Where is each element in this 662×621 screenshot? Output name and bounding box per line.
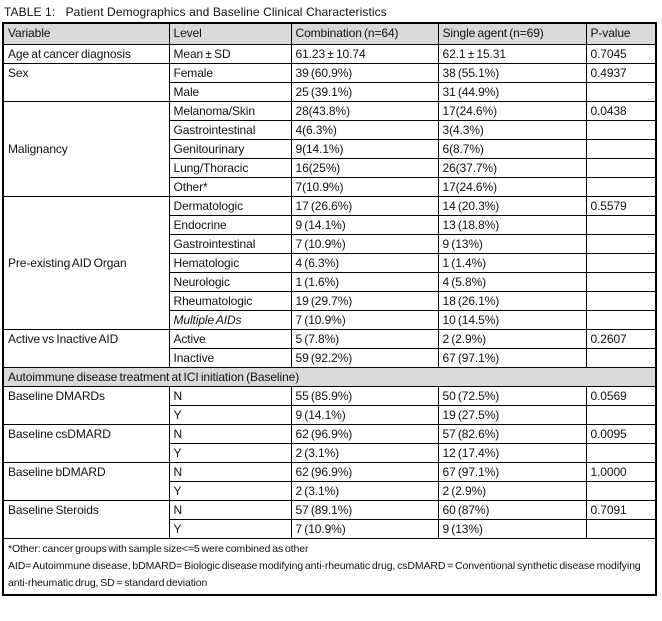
header-cell-single-agent: Single agent (n=69): [438, 23, 586, 44]
pvalue-cell: [586, 215, 656, 234]
variable-cell: Baseline csDMARD: [3, 424, 169, 462]
pvalue-cell: [586, 158, 656, 177]
value-cell: 19 (27.5%): [438, 405, 586, 424]
pvalue-cell: 0.5579: [586, 196, 656, 215]
header-cell-level: Level: [169, 23, 291, 44]
value-cell: 31 (44.9%): [438, 82, 586, 101]
pvalue-cell: 0.4937: [586, 63, 656, 82]
value-cell: 59 (92.2%): [291, 348, 438, 367]
value-cell: 60 (87%): [438, 500, 586, 519]
variable-cell: Pre-existing AID Organ: [3, 196, 169, 329]
value-cell: 9 (13%): [438, 519, 586, 538]
variable-cell: Active vs Inactive AID: [3, 329, 169, 367]
value-cell: 9 (14.1%): [291, 215, 438, 234]
value-cell: 26(37.7%): [438, 158, 586, 177]
value-cell: 62 (96.9%): [291, 462, 438, 481]
value-cell: 1 (1.6%): [291, 272, 438, 291]
header-cell-combination: Combination (n=64): [291, 23, 438, 44]
value-cell: 7 (10.9%): [291, 234, 438, 253]
value-cell: 14 (20.3%): [438, 196, 586, 215]
level-cell: Female: [169, 63, 291, 82]
value-cell: 18 (26.1%): [438, 291, 586, 310]
value-cell: 1 (1.4%): [438, 253, 586, 272]
value-cell: 4 (5.8%): [438, 272, 586, 291]
level-cell: Y: [169, 443, 291, 462]
value-cell: 5 (7.8%): [291, 329, 438, 348]
footnotes-row: [3, 538, 656, 595]
footnote-line1: *Other: cancer groups with sample size<=5 were combined as other: [8, 542, 309, 555]
value-cell: 4(6.3%): [291, 120, 438, 139]
level-cell: Hematologic: [169, 253, 291, 272]
pvalue-cell: 0.0438: [586, 101, 656, 120]
pvalue-cell: 0.7091: [586, 500, 656, 519]
value-cell: 12 (17.4%): [438, 443, 586, 462]
table-title: TABLE 1: Patient Demographics and Baseline Clinical Characteristics: [4, 5, 387, 19]
value-cell: 62 (96.9%): [291, 424, 438, 443]
value-cell: 9 (13%): [438, 234, 586, 253]
level-cell: Active: [169, 329, 291, 348]
table-row: [3, 500, 656, 519]
pvalue-cell: 0.0095: [586, 424, 656, 443]
level-cell: Neurologic: [169, 272, 291, 291]
value-cell: 17 (26.6%): [291, 196, 438, 215]
value-cell: 2 (3.1%): [291, 443, 438, 462]
level-cell: Y: [169, 481, 291, 500]
pvalue-cell: [586, 405, 656, 424]
level-cell: Other*: [169, 177, 291, 196]
header-cell-variable: Variable: [3, 23, 169, 44]
value-cell: 2 (2.9%): [438, 329, 586, 348]
value-cell: 3(4.3%): [438, 120, 586, 139]
value-cell: 61.23 ± 10.74: [291, 44, 438, 63]
pvalue-cell: [586, 348, 656, 367]
pvalue-cell: [586, 272, 656, 291]
value-cell: 7(10.9%): [291, 177, 438, 196]
footnote-line2: AID= Autoimmune disease, bDMARD= Biologic disease modifying anti-rheumatic drug, csDMARD = Conventional synthetic disease modifying anti-rheumatic drug, SD = standard deviation: [8, 559, 641, 589]
table-body: [3, 44, 656, 595]
value-cell: 2 (3.1%): [291, 481, 438, 500]
pvalue-cell: 0.7045: [586, 44, 656, 63]
level-cell: Lung/Thoracic: [169, 158, 291, 177]
section-banner: Autoimmune disease treatment at ICI initiation (Baseline): [3, 367, 656, 386]
footnotes-cell: [3, 538, 656, 595]
variable-cell: Malignancy: [3, 101, 169, 196]
level-cell: Gastrointestinal: [169, 120, 291, 139]
value-cell: 9(14.1%): [291, 139, 438, 158]
variable-cell: Baseline bDMARD: [3, 462, 169, 500]
level-cell: Y: [169, 405, 291, 424]
level-cell: Rheumatologic: [169, 291, 291, 310]
level-cell: Male: [169, 82, 291, 101]
table-row: [3, 386, 656, 405]
pvalue-cell: 1.0000: [586, 462, 656, 481]
table-row: [3, 44, 656, 63]
table-row: [3, 101, 656, 120]
value-cell: 50 (72.5%): [438, 386, 586, 405]
level-cell: Genitourinary: [169, 139, 291, 158]
level-cell: Endocrine: [169, 215, 291, 234]
pvalue-cell: [586, 120, 656, 139]
level-cell: Dermatologic: [169, 196, 291, 215]
value-cell: 19 (29.7%): [291, 291, 438, 310]
table-row: [3, 63, 656, 82]
pvalue-cell: [586, 443, 656, 462]
value-cell: 6(8.7%): [438, 139, 586, 158]
variable-cell: Age at cancer diagnosis: [3, 44, 169, 63]
table-row: [3, 462, 656, 481]
value-cell: 7 (10.9%): [291, 310, 438, 329]
table-row: [3, 424, 656, 443]
value-cell: 16(25%): [291, 158, 438, 177]
value-cell: 13 (18.8%): [438, 215, 586, 234]
value-cell: 28(43.8%): [291, 101, 438, 120]
value-cell: 67 (97.1%): [438, 348, 586, 367]
value-cell: 57 (89.1%): [291, 500, 438, 519]
variable-cell: Sex: [3, 63, 169, 101]
level-cell: N: [169, 462, 291, 481]
variable-cell: Baseline DMARDs: [3, 386, 169, 424]
header-row: [3, 23, 656, 44]
level-cell: N: [169, 386, 291, 405]
pvalue-cell: [586, 139, 656, 158]
pvalue-cell: 0.2607: [586, 329, 656, 348]
pvalue-cell: 0.0569: [586, 386, 656, 405]
value-cell: 17(24.6%): [438, 177, 586, 196]
patient-demographics-table: [2, 22, 657, 596]
pvalue-cell: [586, 310, 656, 329]
value-cell: 2 (2.9%): [438, 481, 586, 500]
level-cell: Y: [169, 519, 291, 538]
level-cell: Melanoma/Skin: [169, 101, 291, 120]
table-row: [3, 196, 656, 215]
level-cell: Multiple AIDs: [169, 310, 291, 329]
value-cell: 17(24.6%): [438, 101, 586, 120]
value-cell: 4 (6.3%): [291, 253, 438, 272]
pvalue-cell: [586, 291, 656, 310]
pvalue-cell: [586, 519, 656, 538]
pvalue-cell: [586, 82, 656, 101]
value-cell: 10 (14.5%): [438, 310, 586, 329]
variable-cell: Baseline Steroids: [3, 500, 169, 538]
section-banner-row: [3, 367, 656, 386]
value-cell: 67 (97.1%): [438, 462, 586, 481]
pvalue-cell: [586, 253, 656, 272]
value-cell: 62.1 ± 15.31: [438, 44, 586, 63]
level-cell: N: [169, 500, 291, 519]
level-cell: Gastrointestinal: [169, 234, 291, 253]
value-cell: 9 (14.1%): [291, 405, 438, 424]
value-cell: 7 (10.9%): [291, 519, 438, 538]
level-cell: N: [169, 424, 291, 443]
value-cell: 38 (55.1%): [438, 63, 586, 82]
value-cell: 25 (39.1%): [291, 82, 438, 101]
header-cell-pvalue: P-value: [586, 23, 656, 44]
pvalue-cell: [586, 234, 656, 253]
level-cell: Inactive: [169, 348, 291, 367]
level-cell: Mean ± SD: [169, 44, 291, 63]
value-cell: 39 (60.9%): [291, 63, 438, 82]
pvalue-cell: [586, 177, 656, 196]
value-cell: 57 (82.6%): [438, 424, 586, 443]
table-row: [3, 329, 656, 348]
value-cell: 55 (85.9%): [291, 386, 438, 405]
pvalue-cell: [586, 481, 656, 500]
